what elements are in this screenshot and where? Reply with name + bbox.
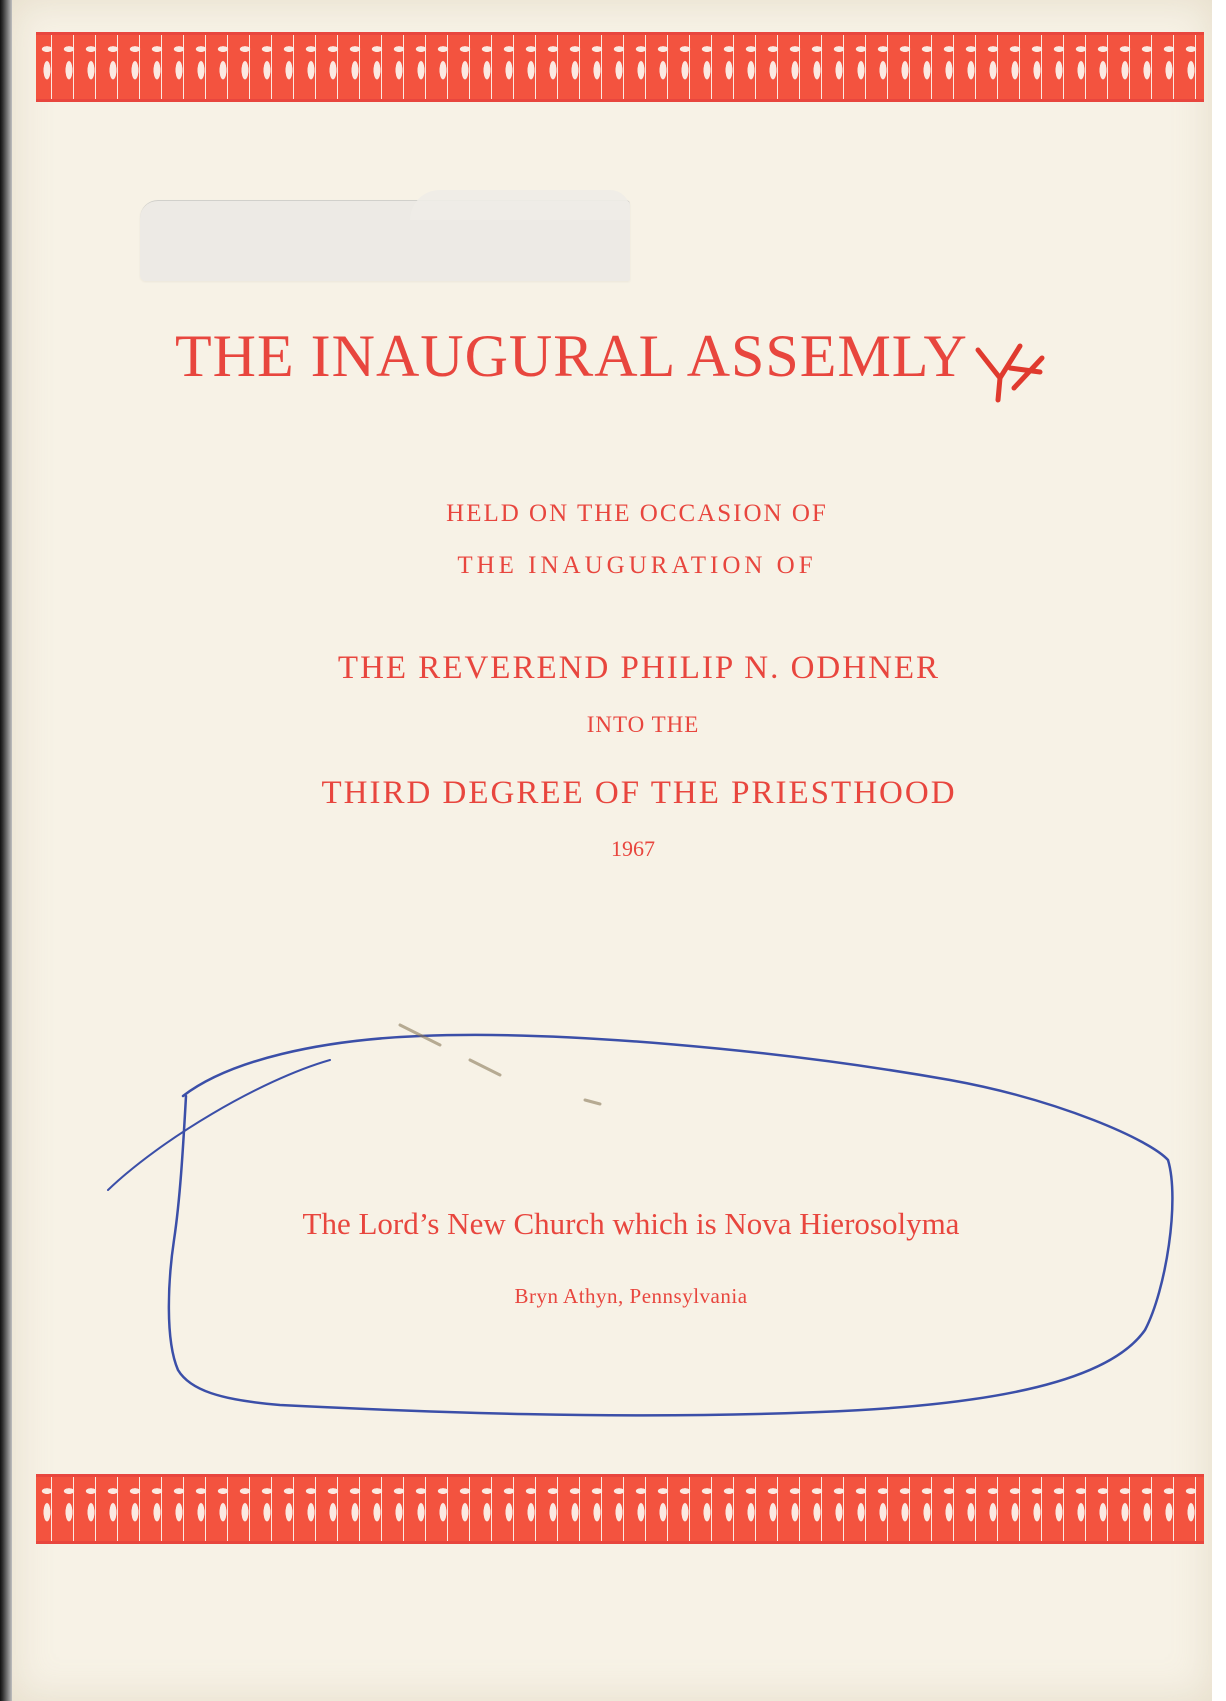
red-handwritten-mark xyxy=(970,338,1050,408)
subtitle-line-2: THE INAUGURATION OF xyxy=(457,552,817,579)
tape-residue-edge xyxy=(410,190,630,220)
organization-location: Bryn Athyn, Pennsylvania xyxy=(514,1284,748,1308)
top-ornamental-border xyxy=(36,32,1204,102)
organization-name: The Lord’s New Church which is Nova Hierosolyma xyxy=(302,1206,960,1241)
year: 1967 xyxy=(611,836,655,861)
cover-title: THE INAUGURAL ASSEMLY xyxy=(175,323,968,389)
bottom-ornamental-border xyxy=(36,1474,1204,1544)
honoree-name: THE REVEREND PHILIP N. ODHNER xyxy=(337,650,941,686)
degree-line: THIRD DEGREE OF THE PRIESTHOOD xyxy=(321,775,957,811)
subtitle-line-4: INTO THE xyxy=(586,712,700,737)
subtitle-line-1: HELD ON THE OCCASION OF xyxy=(446,500,828,527)
